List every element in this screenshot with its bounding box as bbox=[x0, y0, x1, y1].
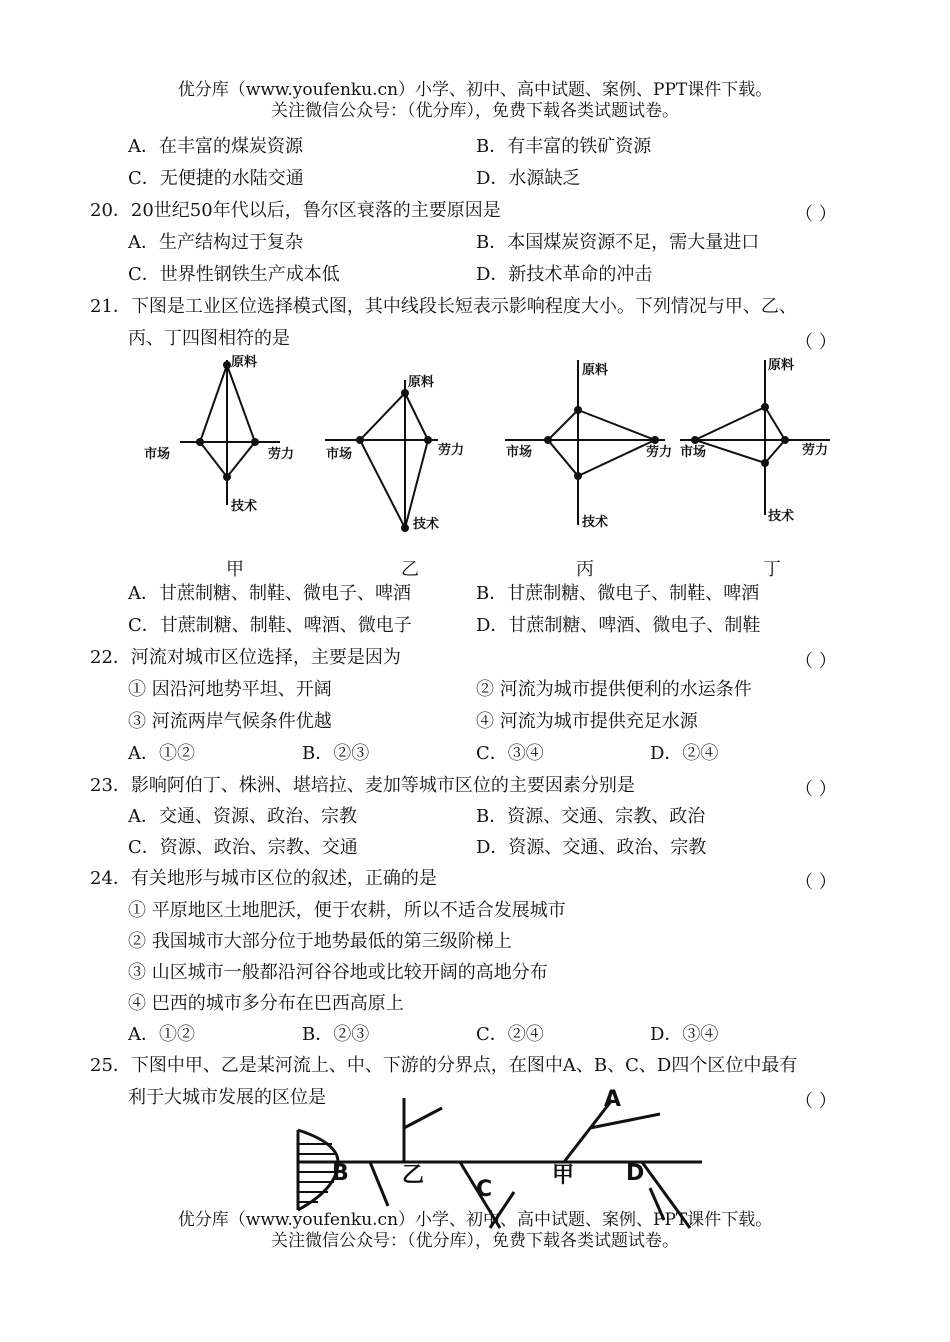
q24-option-d: D．③④ bbox=[650, 1024, 719, 1045]
q22-option-d: D．②④ bbox=[650, 743, 719, 764]
label-labor: 劳力 bbox=[802, 443, 829, 458]
label-material: 原料 bbox=[408, 375, 435, 390]
dot bbox=[401, 524, 409, 532]
label-material: 原料 bbox=[768, 358, 795, 373]
dot bbox=[251, 438, 259, 446]
q21-option-a: A．甘蔗制糖、制鞋、微电子、啤酒 bbox=[128, 583, 411, 604]
q21-option-c: C．甘蔗制糖、制鞋、啤酒、微电子 bbox=[128, 615, 412, 636]
q24-option-a: A．①② bbox=[128, 1024, 195, 1045]
dot bbox=[761, 459, 769, 467]
q23-option-c: C．资源、政治、宗教、交通 bbox=[128, 837, 358, 858]
label-market: 市场 bbox=[506, 445, 533, 460]
q24-statement-1: ① 平原地区土地肥沃，便于农耕，所以不适合发展城市 bbox=[128, 900, 566, 921]
label-material: 原料 bbox=[231, 355, 258, 370]
q22-statement-4: ④ 河流为城市提供充足水源 bbox=[476, 711, 698, 732]
q19-option-a: A．在丰富的煤炭资源 bbox=[128, 136, 303, 157]
q22-statement-1: ① 因沿河地势平坦、开阔 bbox=[128, 679, 332, 700]
q24-answer-paren: （ ） bbox=[795, 872, 837, 893]
q23-answer-paren: （ ） bbox=[795, 779, 837, 800]
q24-stem: 24．有关地形与城市区位的叙述，正确的是 bbox=[90, 868, 437, 889]
dot bbox=[356, 436, 364, 444]
q22-answer-paren: （ ） bbox=[795, 651, 837, 672]
q20-answer-paren: （ ） bbox=[795, 204, 837, 225]
q22-statement-2: ② 河流为城市提供便利的水运条件 bbox=[476, 679, 752, 700]
q24-option-b: B．②③ bbox=[302, 1024, 370, 1045]
dot bbox=[196, 438, 204, 446]
caption-ding: 丁 bbox=[763, 559, 781, 580]
footer-line-1: 优分库（www.youfenku.cn）小学、初中、高中试题、案例、PPT课件下载。 bbox=[177, 1210, 773, 1230]
q24-statement-2: ② 我国城市大部分位于地势最低的第三级阶梯上 bbox=[128, 931, 512, 952]
label-market: 市场 bbox=[680, 445, 707, 460]
q19-option-b: B．有丰富的铁矿资源 bbox=[476, 136, 652, 157]
dot bbox=[761, 403, 769, 411]
q25-label-b: B bbox=[332, 1161, 349, 1186]
dot bbox=[781, 436, 789, 444]
q24-statement-4: ④ 巴西的城市多分布在巴西高原上 bbox=[128, 993, 404, 1014]
q22-stem: 22．河流对城市区位选择，主要是因为 bbox=[90, 647, 401, 668]
q21-stem-2: 丙、丁四图相符的是 bbox=[128, 328, 290, 349]
q25-label-yi: 乙 bbox=[402, 1163, 425, 1188]
q21-option-b: B．甘蔗制糖、微电子、制鞋、啤酒 bbox=[476, 583, 760, 604]
q23-option-d: D．资源、交通、政治、宗教 bbox=[476, 837, 707, 858]
label-tech: 技术 bbox=[413, 517, 440, 532]
q20-option-d: D．新技术革命的冲击 bbox=[476, 264, 653, 285]
q21-stem-1: 21．下图是工业区位选择模式图，其中线段长短表示影响程度大小。下列情况与甲、乙、 bbox=[90, 296, 797, 317]
dot bbox=[651, 436, 659, 444]
dot bbox=[223, 361, 231, 369]
dot bbox=[574, 472, 582, 480]
q25-label-c: C bbox=[476, 1177, 493, 1202]
dot bbox=[424, 436, 432, 444]
q23-option-b: B．资源、交通、宗教、政治 bbox=[476, 806, 706, 827]
dot bbox=[223, 473, 231, 481]
dot bbox=[574, 406, 582, 414]
diagram-jia bbox=[180, 360, 280, 505]
label-market: 市场 bbox=[144, 447, 171, 462]
q25-answer-paren: （ ） bbox=[795, 1091, 837, 1112]
q24-option-c: C．②④ bbox=[476, 1024, 544, 1045]
q22-option-c: C．③④ bbox=[476, 743, 544, 764]
label-market: 市场 bbox=[326, 447, 353, 462]
q20-stem: 20．20世纪50年代以后，鲁尔区衰落的主要原因是 bbox=[90, 200, 501, 221]
q20-option-a: A．生产结构过于复杂 bbox=[128, 232, 303, 253]
label-tech: 技术 bbox=[768, 509, 795, 524]
q25-label-a: A bbox=[604, 1088, 622, 1112]
caption-jia: 甲 bbox=[226, 559, 244, 580]
caption-yi: 乙 bbox=[401, 559, 419, 580]
q23-stem: 23．影响阿伯丁、株洲、堪培拉、麦加等城市区位的主要因素分别是 bbox=[90, 775, 635, 796]
q21-location-diagrams bbox=[120, 350, 840, 550]
q22-option-a: A．①② bbox=[128, 743, 195, 764]
q25-label-jia: 甲 bbox=[552, 1163, 575, 1188]
dot bbox=[544, 436, 552, 444]
footer-line-2: 关注微信公众号：（优分库），免费下载各类试题试卷。 bbox=[271, 1231, 679, 1251]
dot bbox=[691, 436, 699, 444]
q25-label-d: D bbox=[626, 1161, 645, 1186]
q25-stem-2: 利于大城市发展的区位是 bbox=[128, 1087, 326, 1108]
q20-option-c: C．世界性钢铁生产成本低 bbox=[128, 264, 340, 285]
q21-answer-paren: （ ） bbox=[795, 332, 837, 353]
diagram-ding bbox=[680, 360, 830, 515]
label-tech: 技术 bbox=[582, 515, 609, 530]
q22-statement-3: ③ 河流两岸气候条件优越 bbox=[128, 711, 332, 732]
diagram-bing bbox=[505, 360, 665, 525]
q23-option-a: A．交通、资源、政治、宗教 bbox=[128, 806, 357, 827]
q22-option-b: B．②③ bbox=[302, 743, 370, 764]
q24-statement-3: ③ 山区城市一般都沿河谷谷地或比较开阔的高地分布 bbox=[128, 962, 548, 983]
label-material: 原料 bbox=[582, 363, 609, 378]
q20-option-b: B．本国煤炭资源不足，需大量进口 bbox=[476, 232, 760, 253]
label-labor: 劳力 bbox=[438, 443, 465, 458]
label-tech: 技术 bbox=[231, 499, 258, 514]
label-labor: 劳力 bbox=[646, 445, 673, 460]
q19-option-d: D．水源缺乏 bbox=[476, 168, 581, 189]
header-line-1: 优分库（www.youfenku.cn）小学、初中、高中试题、案例、PPT课件下载。 bbox=[177, 80, 773, 100]
dot bbox=[401, 389, 409, 397]
q19-option-c: C．无便捷的水陆交通 bbox=[128, 168, 304, 189]
caption-bing: 丙 bbox=[576, 559, 594, 580]
header-line-2: 关注微信公众号：（优分库），免费下载各类试题试卷。 bbox=[271, 101, 679, 121]
label-labor: 劳力 bbox=[268, 447, 295, 462]
q25-stem-1: 25．下图中甲、乙是某河流上、中、下游的分界点，在图中A、B、C、D四个区位中最有 bbox=[90, 1055, 798, 1076]
q21-option-d: D．甘蔗制糖、啤酒、微电子、制鞋 bbox=[476, 615, 761, 636]
